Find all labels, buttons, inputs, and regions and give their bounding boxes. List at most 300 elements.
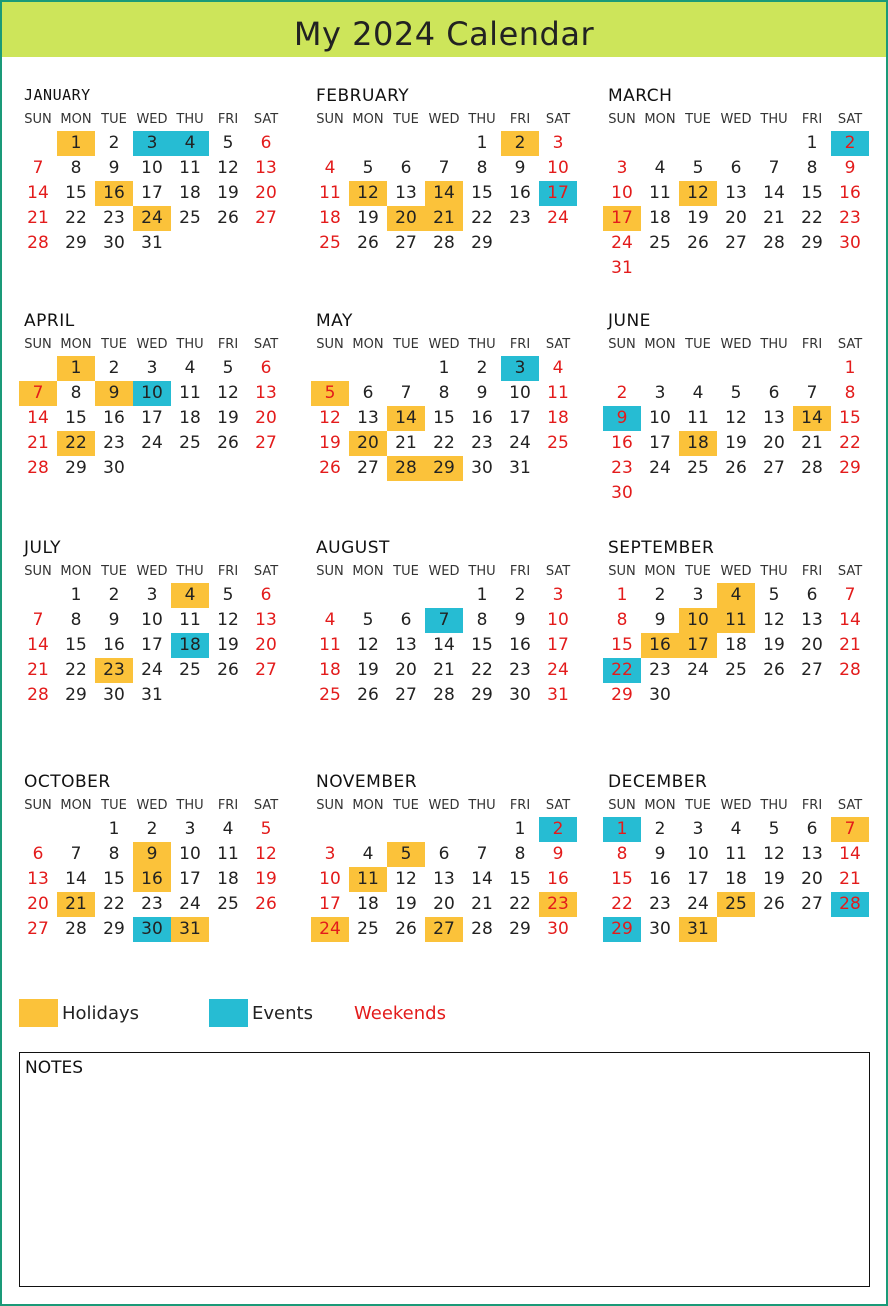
day-cell[interactable]: 20 [801,635,823,655]
day-cell[interactable]: 11 [349,867,387,892]
day-cell[interactable]: 14 [387,406,425,431]
day-cell[interactable]: 4 [552,358,564,378]
day-cell[interactable]: 17 [547,635,569,655]
day-cell[interactable]: 19 [319,433,341,453]
day-cell[interactable]: 30 [471,458,493,478]
day-cell[interactable]: 9 [476,383,488,403]
day-cell[interactable]: 14 [471,869,493,889]
day-cell[interactable]: 16 [509,635,531,655]
day-cell[interactable]: 7 [400,383,412,403]
day-cell[interactable]: 6 [362,383,374,403]
day-cell[interactable]: 23 [471,433,493,453]
day-cell[interactable]: 14 [65,869,87,889]
day-cell[interactable]: 10 [679,608,717,633]
day-cell[interactable]: 27 [255,208,277,228]
day-cell[interactable]: 28 [831,892,869,917]
day-cell[interactable]: 13 [255,158,277,178]
day-cell[interactable]: 15 [801,183,823,203]
day-cell[interactable]: 28 [801,458,823,478]
day-cell[interactable]: 16 [103,408,125,428]
day-cell[interactable]: 7 [844,585,856,605]
day-cell[interactable]: 12 [395,869,417,889]
day-cell[interactable]: 13 [725,183,747,203]
day-cell[interactable]: 5 [260,819,272,839]
day-cell[interactable]: 14 [839,610,861,630]
day-cell[interactable]: 1 [844,358,856,378]
day-cell[interactable]: 6 [806,585,818,605]
day-cell[interactable]: 19 [255,869,277,889]
day-cell[interactable]: 12 [679,181,717,206]
day-cell[interactable]: 4 [717,583,755,608]
day-cell[interactable]: 18 [319,208,341,228]
day-cell[interactable]: 17 [687,869,709,889]
day-cell[interactable]: 18 [319,660,341,680]
day-cell[interactable]: 3 [616,158,628,178]
day-cell[interactable]: 18 [679,431,717,456]
day-cell[interactable]: 17 [539,181,577,206]
day-cell[interactable]: 20 [255,635,277,655]
day-cell[interactable]: 1 [108,819,120,839]
day-cell[interactable]: 27 [763,458,785,478]
day-cell[interactable]: 31 [171,917,209,942]
day-cell[interactable]: 19 [217,408,239,428]
day-cell[interactable]: 16 [103,635,125,655]
day-cell[interactable]: 18 [217,869,239,889]
day-cell[interactable]: 15 [103,869,125,889]
day-cell[interactable]: 7 [70,844,82,864]
day-cell[interactable]: 8 [70,158,82,178]
day-cell[interactable]: 9 [844,158,856,178]
day-cell[interactable]: 3 [692,585,704,605]
day-cell[interactable]: 10 [141,610,163,630]
day-cell[interactable]: 26 [357,685,379,705]
day-cell[interactable]: 22 [471,208,493,228]
day-cell[interactable]: 19 [357,208,379,228]
day-cell[interactable]: 21 [839,869,861,889]
day-cell[interactable]: 15 [65,635,87,655]
day-cell[interactable]: 23 [649,894,671,914]
day-cell[interactable]: 11 [547,383,569,403]
day-cell[interactable]: 2 [476,358,488,378]
day-cell[interactable]: 4 [654,158,666,178]
day-cell[interactable]: 5 [730,383,742,403]
day-cell[interactable]: 15 [471,635,493,655]
day-cell[interactable]: 22 [509,894,531,914]
day-cell[interactable]: 2 [501,131,539,156]
day-cell[interactable]: 5 [222,133,234,153]
day-cell[interactable]: 25 [179,208,201,228]
day-cell[interactable]: 9 [654,610,666,630]
day-cell[interactable]: 27 [425,917,463,942]
day-cell[interactable]: 7 [19,381,57,406]
day-cell[interactable]: 18 [547,408,569,428]
day-cell[interactable]: 9 [603,406,641,431]
day-cell[interactable]: 18 [649,208,671,228]
day-cell[interactable]: 2 [146,819,158,839]
day-cell[interactable]: 1 [616,585,628,605]
day-cell[interactable]: 30 [611,483,633,503]
day-cell[interactable]: 26 [763,894,785,914]
day-cell[interactable]: 3 [146,358,158,378]
day-cell[interactable]: 28 [433,233,455,253]
day-cell[interactable]: 9 [514,610,526,630]
day-cell[interactable]: 3 [552,133,564,153]
day-cell[interactable]: 12 [217,383,239,403]
day-cell[interactable]: 10 [509,383,531,403]
day-cell[interactable]: 10 [687,844,709,864]
day-cell[interactable]: 3 [654,383,666,403]
day-cell[interactable]: 8 [616,844,628,864]
day-cell[interactable]: 28 [27,685,49,705]
day-cell[interactable]: 29 [65,233,87,253]
day-cell[interactable]: 3 [133,131,171,156]
day-cell[interactable]: 6 [400,610,412,630]
day-cell[interactable]: 9 [552,844,564,864]
day-cell[interactable]: 26 [217,208,239,228]
day-cell[interactable]: 19 [763,869,785,889]
day-cell[interactable]: 31 [547,685,569,705]
day-cell[interactable]: 18 [179,183,201,203]
day-cell[interactable]: 13 [433,869,455,889]
day-cell[interactable]: 27 [395,233,417,253]
notes-box[interactable] [19,1052,870,1287]
day-cell[interactable]: 7 [32,158,44,178]
day-cell[interactable]: 12 [763,610,785,630]
day-cell[interactable]: 7 [438,158,450,178]
day-cell[interactable]: 29 [65,458,87,478]
day-cell[interactable]: 2 [108,133,120,153]
day-cell[interactable]: 16 [509,183,531,203]
day-cell[interactable]: 16 [133,867,171,892]
day-cell[interactable]: 26 [687,233,709,253]
day-cell[interactable]: 26 [725,458,747,478]
day-cell[interactable]: 21 [763,208,785,228]
day-cell[interactable]: 20 [349,431,387,456]
day-cell[interactable]: 25 [717,892,755,917]
day-cell[interactable]: 13 [395,635,417,655]
day-cell[interactable]: 20 [763,433,785,453]
day-cell[interactable]: 16 [471,408,493,428]
day-cell[interactable]: 18 [357,894,379,914]
day-cell[interactable]: 25 [649,233,671,253]
day-cell[interactable]: 4 [324,610,336,630]
day-cell[interactable]: 3 [692,819,704,839]
day-cell[interactable]: 14 [27,635,49,655]
day-cell[interactable]: 22 [65,208,87,228]
day-cell[interactable]: 3 [184,819,196,839]
day-cell[interactable]: 13 [801,610,823,630]
day-cell[interactable]: 29 [425,456,463,481]
day-cell[interactable]: 22 [611,894,633,914]
day-cell[interactable]: 27 [27,919,49,939]
day-cell[interactable]: 10 [319,869,341,889]
day-cell[interactable]: 12 [319,408,341,428]
day-cell[interactable]: 14 [763,183,785,203]
day-cell[interactable]: 26 [217,660,239,680]
day-cell[interactable]: 13 [255,383,277,403]
day-cell[interactable]: 10 [547,158,569,178]
day-cell[interactable]: 24 [141,433,163,453]
day-cell[interactable]: 9 [133,842,171,867]
day-cell[interactable]: 25 [179,660,201,680]
day-cell[interactable]: 15 [839,408,861,428]
day-cell[interactable]: 7 [831,817,869,842]
day-cell[interactable]: 19 [217,183,239,203]
day-cell[interactable]: 15 [433,408,455,428]
day-cell[interactable]: 23 [649,660,671,680]
day-cell[interactable]: 22 [839,433,861,453]
day-cell[interactable]: 27 [255,660,277,680]
day-cell[interactable]: 21 [433,660,455,680]
day-cell[interactable]: 11 [319,635,341,655]
day-cell[interactable]: 14 [425,181,463,206]
day-cell[interactable]: 11 [319,183,341,203]
day-cell[interactable]: 27 [357,458,379,478]
day-cell[interactable]: 6 [260,133,272,153]
day-cell[interactable]: 22 [57,431,95,456]
day-cell[interactable]: 19 [395,894,417,914]
day-cell[interactable]: 15 [471,183,493,203]
day-cell[interactable]: 25 [725,660,747,680]
day-cell[interactable]: 21 [27,660,49,680]
day-cell[interactable]: 10 [179,844,201,864]
day-cell[interactable]: 29 [801,233,823,253]
day-cell[interactable]: 23 [509,660,531,680]
day-cell[interactable]: 11 [717,608,755,633]
day-cell[interactable]: 23 [839,208,861,228]
day-cell[interactable]: 28 [433,685,455,705]
day-cell[interactable]: 21 [27,208,49,228]
day-cell[interactable]: 4 [362,844,374,864]
day-cell[interactable]: 17 [679,633,717,658]
day-cell[interactable]: 29 [603,917,641,942]
day-cell[interactable]: 28 [27,458,49,478]
day-cell[interactable]: 18 [179,408,201,428]
day-cell[interactable]: 9 [514,158,526,178]
day-cell[interactable]: 13 [763,408,785,428]
day-cell[interactable]: 30 [509,685,531,705]
day-cell[interactable]: 16 [95,181,133,206]
day-cell[interactable]: 7 [425,608,463,633]
day-cell[interactable]: 13 [357,408,379,428]
day-cell[interactable]: 24 [611,233,633,253]
day-cell[interactable]: 27 [395,685,417,705]
day-cell[interactable]: 27 [801,894,823,914]
day-cell[interactable]: 4 [171,583,209,608]
day-cell[interactable]: 20 [387,206,425,231]
day-cell[interactable]: 17 [649,433,671,453]
day-cell[interactable]: 21 [471,894,493,914]
day-cell[interactable]: 21 [839,635,861,655]
day-cell[interactable]: 16 [611,433,633,453]
day-cell[interactable]: 6 [260,585,272,605]
day-cell[interactable]: 16 [641,633,679,658]
day-cell[interactable]: 20 [255,408,277,428]
day-cell[interactable]: 1 [476,133,488,153]
day-cell[interactable]: 14 [27,183,49,203]
day-cell[interactable]: 28 [65,919,87,939]
day-cell[interactable]: 13 [27,869,49,889]
day-cell[interactable]: 3 [552,585,564,605]
day-cell[interactable]: 8 [476,610,488,630]
day-cell[interactable]: 11 [179,383,201,403]
day-cell[interactable]: 25 [547,433,569,453]
day-cell[interactable]: 29 [839,458,861,478]
day-cell[interactable]: 18 [725,635,747,655]
day-cell[interactable]: 21 [801,433,823,453]
day-cell[interactable]: 9 [95,381,133,406]
day-cell[interactable]: 22 [471,660,493,680]
day-cell[interactable]: 24 [133,206,171,231]
day-cell[interactable]: 10 [547,610,569,630]
day-cell[interactable]: 15 [611,635,633,655]
day-cell[interactable]: 25 [319,233,341,253]
day-cell[interactable]: 5 [692,158,704,178]
day-cell[interactable]: 18 [725,869,747,889]
day-cell[interactable]: 4 [692,383,704,403]
day-cell[interactable]: 3 [324,844,336,864]
day-cell[interactable]: 16 [649,869,671,889]
day-cell[interactable]: 28 [27,233,49,253]
day-cell[interactable]: 9 [108,158,120,178]
day-cell[interactable]: 8 [514,844,526,864]
day-cell[interactable]: 23 [103,433,125,453]
day-cell[interactable]: 12 [217,158,239,178]
day-cell[interactable]: 5 [222,358,234,378]
day-cell[interactable]: 11 [725,844,747,864]
day-cell[interactable]: 20 [725,208,747,228]
day-cell[interactable]: 30 [103,685,125,705]
day-cell[interactable]: 25 [687,458,709,478]
day-cell[interactable]: 12 [763,844,785,864]
day-cell[interactable]: 2 [108,358,120,378]
day-cell[interactable]: 13 [255,610,277,630]
day-cell[interactable]: 2 [654,819,666,839]
day-cell[interactable]: 15 [65,183,87,203]
day-cell[interactable]: 12 [349,181,387,206]
day-cell[interactable]: 30 [547,919,569,939]
day-cell[interactable]: 8 [438,383,450,403]
day-cell[interactable]: 6 [260,358,272,378]
day-cell[interactable]: 30 [649,685,671,705]
day-cell[interactable]: 6 [768,383,780,403]
day-cell[interactable]: 31 [679,917,717,942]
day-cell[interactable]: 26 [357,233,379,253]
day-cell[interactable]: 31 [611,258,633,278]
day-cell[interactable]: 25 [319,685,341,705]
day-cell[interactable]: 23 [95,658,133,683]
day-cell[interactable]: 7 [768,158,780,178]
day-cell[interactable]: 28 [471,919,493,939]
day-cell[interactable]: 12 [255,844,277,864]
day-cell[interactable]: 12 [725,408,747,428]
day-cell[interactable]: 2 [654,585,666,605]
day-cell[interactable]: 26 [255,894,277,914]
day-cell[interactable]: 5 [222,585,234,605]
day-cell[interactable]: 7 [476,844,488,864]
day-cell[interactable]: 30 [649,919,671,939]
day-cell[interactable]: 12 [357,635,379,655]
day-cell[interactable]: 23 [611,458,633,478]
day-cell[interactable]: 23 [539,892,577,917]
day-cell[interactable]: 31 [141,685,163,705]
day-cell[interactable]: 6 [730,158,742,178]
day-cell[interactable]: 22 [603,658,641,683]
day-cell[interactable]: 5 [311,381,349,406]
day-cell[interactable]: 17 [141,183,163,203]
day-cell[interactable]: 1 [476,585,488,605]
day-cell[interactable]: 23 [509,208,531,228]
day-cell[interactable]: 14 [27,408,49,428]
day-cell[interactable]: 25 [179,433,201,453]
day-cell[interactable]: 29 [65,685,87,705]
day-cell[interactable]: 2 [108,585,120,605]
day-cell[interactable]: 24 [687,894,709,914]
day-cell[interactable]: 10 [133,381,171,406]
day-cell[interactable]: 30 [103,233,125,253]
day-cell[interactable]: 6 [806,819,818,839]
day-cell[interactable]: 20 [255,183,277,203]
day-cell[interactable]: 29 [471,685,493,705]
day-cell[interactable]: 20 [433,894,455,914]
day-cell[interactable]: 25 [217,894,239,914]
day-cell[interactable]: 5 [362,610,374,630]
day-cell[interactable]: 21 [425,206,463,231]
day-cell[interactable]: 2 [539,817,577,842]
day-cell[interactable]: 29 [471,233,493,253]
day-cell[interactable]: 29 [103,919,125,939]
day-cell[interactable]: 11 [179,610,201,630]
day-cell[interactable]: 5 [768,819,780,839]
day-cell[interactable]: 4 [171,131,209,156]
day-cell[interactable]: 7 [32,610,44,630]
day-cell[interactable]: 17 [603,206,641,231]
day-cell[interactable]: 24 [687,660,709,680]
day-cell[interactable]: 13 [801,844,823,864]
day-cell[interactable]: 24 [547,660,569,680]
day-cell[interactable]: 8 [108,844,120,864]
day-cell[interactable]: 15 [509,869,531,889]
day-cell[interactable]: 19 [357,660,379,680]
day-cell[interactable]: 11 [687,408,709,428]
day-cell[interactable]: 17 [141,635,163,655]
day-cell[interactable]: 16 [839,183,861,203]
day-cell[interactable]: 4 [184,358,196,378]
day-cell[interactable]: 21 [57,892,95,917]
day-cell[interactable]: 10 [611,183,633,203]
day-cell[interactable]: 3 [146,585,158,605]
day-cell[interactable]: 7 [806,383,818,403]
day-cell[interactable]: 24 [141,660,163,680]
day-cell[interactable]: 8 [70,383,82,403]
day-cell[interactable]: 30 [103,458,125,478]
day-cell[interactable]: 21 [27,433,49,453]
day-cell[interactable]: 19 [763,635,785,655]
day-cell[interactable]: 6 [438,844,450,864]
day-cell[interactable]: 8 [476,158,488,178]
day-cell[interactable]: 19 [725,433,747,453]
day-cell[interactable]: 1 [57,356,95,381]
day-cell[interactable]: 2 [514,585,526,605]
day-cell[interactable]: 11 [179,158,201,178]
day-cell[interactable]: 8 [616,610,628,630]
day-cell[interactable]: 29 [509,919,531,939]
day-cell[interactable]: 3 [501,356,539,381]
day-cell[interactable]: 29 [611,685,633,705]
day-cell[interactable]: 27 [725,233,747,253]
day-cell[interactable]: 20 [801,869,823,889]
day-cell[interactable]: 1 [57,131,95,156]
